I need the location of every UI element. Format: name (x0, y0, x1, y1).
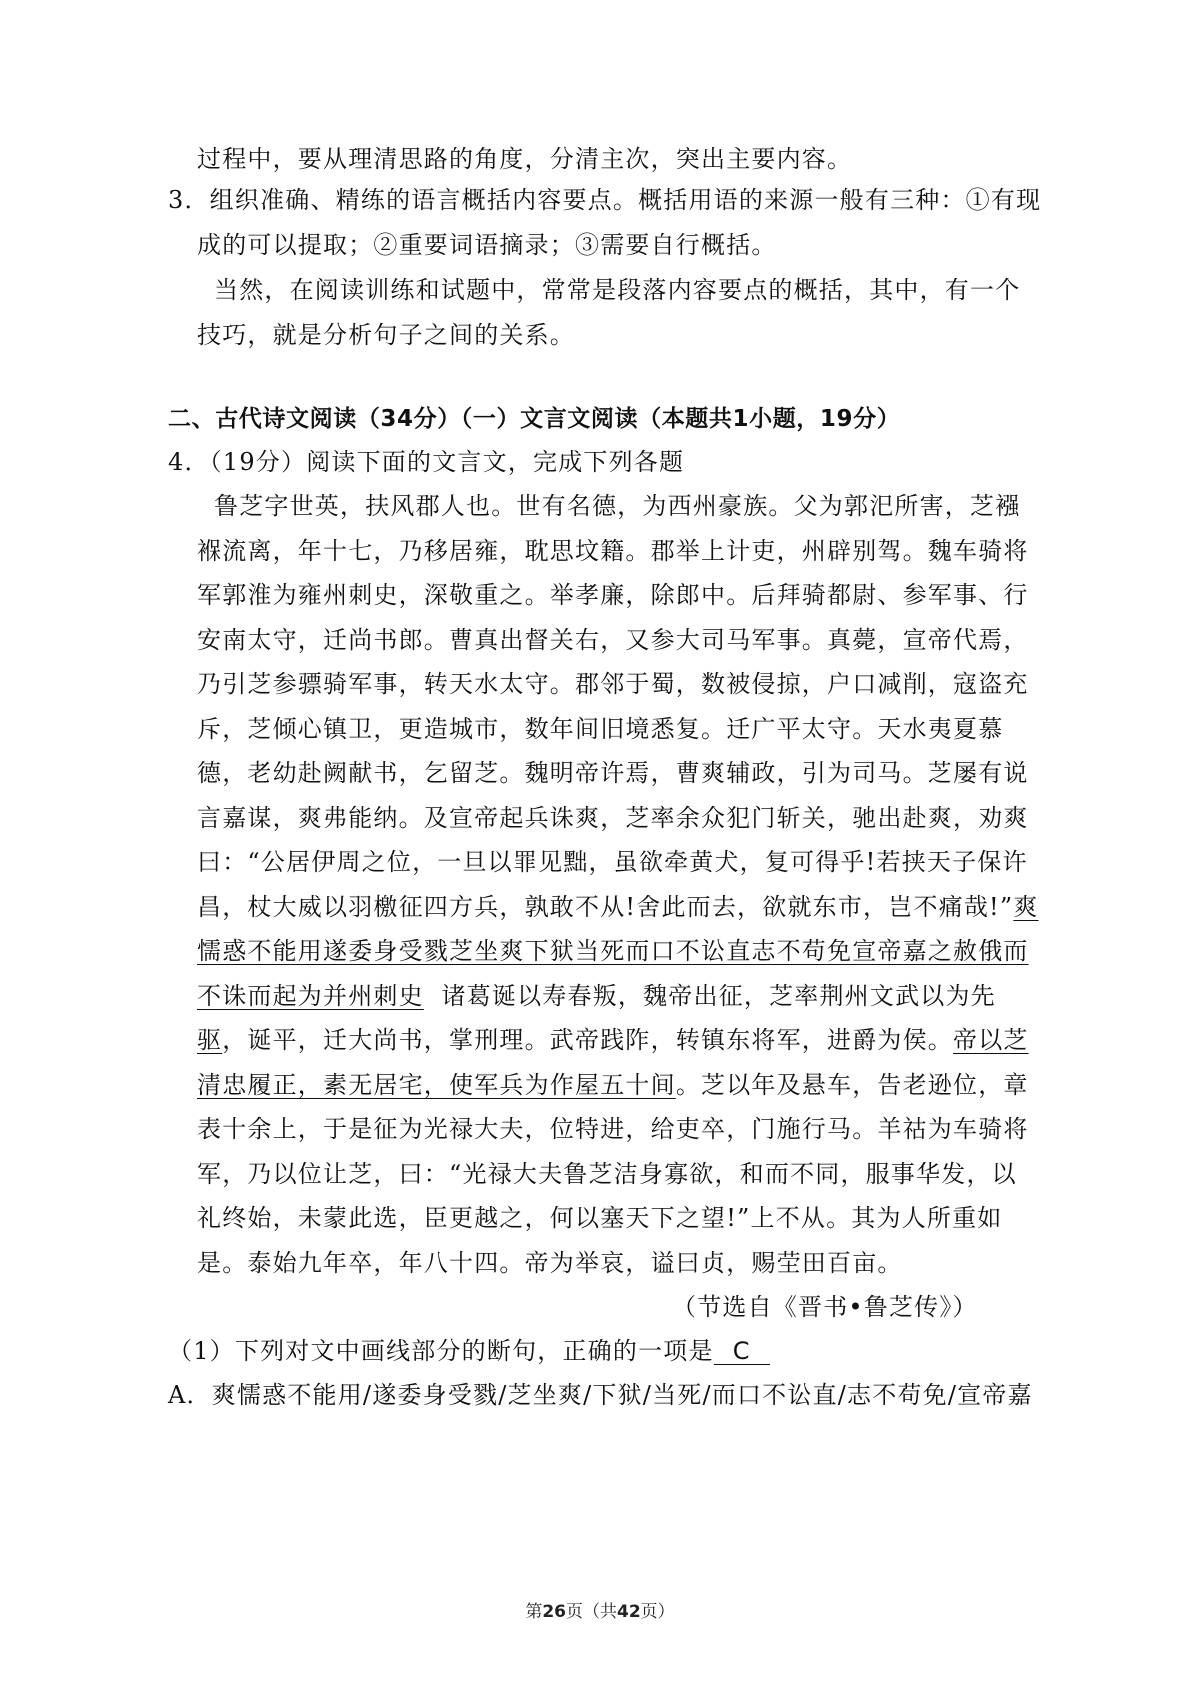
footer-text: 页） (640, 1602, 675, 1622)
underlined-text: 清忠履正，素无居宅，使军兵为作屋五十间 (197, 1071, 676, 1099)
page-total: 42 (617, 1602, 641, 1622)
passage-line: 曰：“公居伊周之位，一旦以罪见黜，虽欲牵黄犬，复可得乎!若挟天子保许 (197, 848, 1028, 876)
passage-line: 褓流离，年十七，乃移居雍，耽思坟籍。郡举上计吏，州辟别驾。魏车骑将 (197, 537, 1029, 565)
intro-line-3: 成的可以提取；②重要词语摘录；③需要自行概括。 (197, 231, 777, 259)
passage-line (197, 1068, 1029, 1102)
passage-line: 德，老幼赴阙献书，乞留芝。魏明帝许焉，曹爽辅政，引为司马。芝屡有说 (197, 759, 1029, 787)
source-citation: （节选自《晋书•鲁芝传》） (672, 1293, 978, 1321)
passage-line: 乃引芝参骠骑军事，转天水太守。郡邻于蜀，数被侵掠，户口减削，寇盗充 (197, 670, 1029, 698)
underlined-text: 驱 (197, 1026, 223, 1054)
option-a: A．爽懦惑不能用/遂委身受戮/芝坐爽/下狱/当死/而口不讼直/志不苟免/宣帝嘉 (168, 1381, 1033, 1409)
passage-text: 。芝以年及悬车，告老逊位，章 (675, 1071, 1029, 1099)
sub-question-prompt: （1）下列对文中画线部分的断句，正确的一项是 (168, 1337, 714, 1365)
underlined-text: 懦惑不能用遂委身受戮芝坐爽下狱当死而口不讼直志不苟免宣帝嘉之赦俄而 (197, 937, 1029, 965)
intro-item-3: 3．组织准确、精练的语言概括内容要点。概括用语的来源一般有三种：①有现 (168, 186, 1042, 214)
passage-line: 军郭淮为雍州刺史，深敬重之。举孝廉，除郎中。后拜骑都尉、参军事、行 (197, 581, 1029, 609)
passage-text: ，诞平，迁大尚书，掌刑理。武帝践阼，转镇东将军，进爵为侯。 (222, 1026, 954, 1054)
passage-line: 礼终始，未蒙此选，臣更越之，何以塞天下之望!”上不从。其为人所重如 (197, 1204, 1003, 1232)
sub-question-1 (168, 1334, 770, 1368)
intro-line-5: 技巧，就是分析句子之间的关系。 (197, 321, 575, 349)
passage-text: 诸葛诞以寿春叛，魏帝出征，芝率荆州文武以为先 (441, 982, 996, 1010)
passage-line (197, 934, 1029, 968)
passage-line: 斥，芝倾心镇卫，更造城市，数年间旧境悉复。迁广平太守。天水夷夏慕 (197, 715, 1004, 743)
passage-line: 鲁芝字世英，扶风郡人也。世有名德，为西州豪族。父为郭汜所害，芝襁 (214, 492, 1021, 520)
passage-line (197, 979, 996, 1013)
passage-line (197, 1023, 1029, 1057)
passage-text: 昌，杖大威以羽檄征四方兵，孰敢不从!舍此而去，欲就东市，岂不痛哉!” (197, 893, 1014, 921)
question-stem: 4．（19分）阅读下面的文言文，完成下列各题 (168, 448, 685, 476)
intro-line-4: 当然，在阅读训练和试题中，常常是段落内容要点的概括，其中，有一个 (214, 276, 1021, 304)
passage-line (197, 890, 1039, 924)
section-heading: 二、古代诗文阅读（34分）（一）文言文阅读（本题共1小题，19分） (168, 406, 901, 432)
footer-text: 页（共 (566, 1602, 617, 1622)
footer-text: 第 (525, 1602, 543, 1622)
passage-line: 军，乃以位让芝，曰：“光禄大夫鲁芝洁身寡欲，和而不同，服事华发，以 (197, 1160, 1017, 1188)
underlined-text: 不诛而起为并州刺史 (197, 982, 424, 1010)
underlined-text: 爽 (1013, 893, 1039, 921)
passage-line: 是。泰始九年卒，年八十四。帝为举哀，谥曰贞，赐茔田百亩。 (197, 1249, 903, 1277)
passage-line: 言嘉谋，爽弗能纳。及宣帝起兵诛爽，芝率余众犯门斩关，驰出赴爽，劝爽 (197, 804, 1029, 832)
intro-line-1: 过程中，要从理清思路的角度，分清主次，突出主要内容。 (197, 145, 853, 173)
underlined-text: 帝以芝 (953, 1026, 1029, 1054)
page-number: 26 (542, 1602, 566, 1622)
passage-line: 表十余上，于是征为光禄大夫，位特进，给吏卒，门施行马。羊祜为车骑将 (197, 1115, 1029, 1143)
page-footer (0, 1597, 1200, 1622)
answer-blank: C (714, 1338, 770, 1365)
passage-line: 安南太守，迁尚书郎。曹真出督关右，又参大司马军事。真薨，宣帝代焉， (197, 626, 1029, 654)
